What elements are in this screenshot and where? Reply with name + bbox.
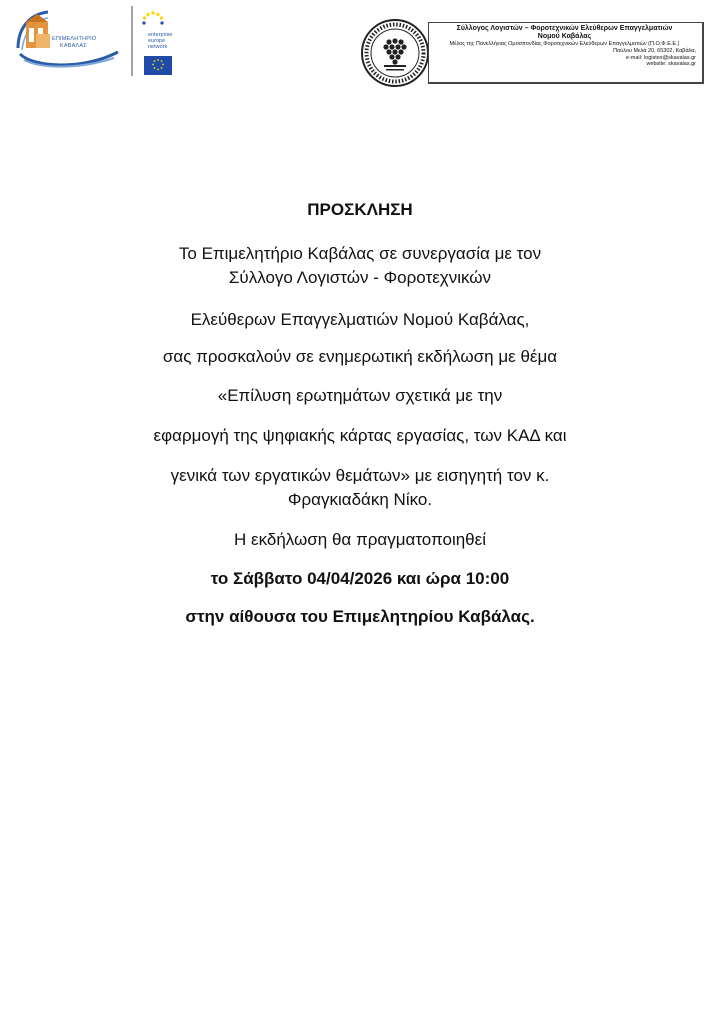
- association-member-line: Μέλος της Πανελλήνιας Ομοσπονδίας Φοροτεχνικών Ελεύθερων Επαγγελματιών (Π.Ο.Φ.Ε.Ε.): [449, 41, 680, 47]
- een-line2: europe: [148, 38, 166, 44]
- body-line-1: Το Επιμελητήριο Καβάλας σε συνεργασία με τον: [178, 244, 542, 263]
- body-line-3: Ελεύθερων Επαγγελματιών Νομού Καβάλας,: [190, 310, 530, 329]
- een-line1: enterprise: [148, 32, 173, 38]
- association-email: e-mail: logistes@skavalas.gr: [625, 54, 696, 61]
- invitation-heading: ΠΡΟΣΚΛΗΣΗ: [307, 200, 413, 219]
- event-date-line: το Σάββατο 04/04/2026 και ώρα 10:00: [210, 569, 510, 588]
- association-subtitle: Νομού Καβάλας: [537, 33, 592, 40]
- body-line-6: εφαρμογή της ψηφιακής κάρτας εργασίας, των ΚΑΔ και: [153, 426, 567, 445]
- association-title: Σύλλογος Λογιστών – Φοροτεχνικών Ελεύθερων Επαγγελματιών: [456, 25, 673, 32]
- body-line-4: σας προσκαλούν σε ενημερωτική εκδήλωση με θέμα: [162, 347, 558, 366]
- invitation-body: [80, 0, 640, 1017]
- body-line-5: «Επίλυση ερωτημάτων σχετικά με την: [217, 386, 503, 405]
- event-venue-line: στην αίθουσα του Επιμελητηρίου Καβάλας.: [185, 607, 535, 626]
- association-address: Παύλου Μελά 20, 65302, Καβάλα,: [613, 48, 696, 54]
- association-website: website: skavalas.gr: [646, 61, 696, 68]
- body-line-7: γενικά των εργατικών θεμάτων» με εισηγητή τον κ.: [170, 466, 550, 485]
- chamber-name-line2: ΚΑΒΑΛΑΣ: [60, 42, 87, 49]
- body-line-2: Σύλλογο Λογιστών - Φοροτεχνικών: [228, 268, 492, 287]
- chamber-name-line1: ΕΠΙΜΕΛΗΤΗΡΙΟ: [52, 36, 97, 42]
- een-line3: network: [148, 44, 168, 50]
- body-line-8: Φραγκιαδάκη Νίκο.: [287, 490, 433, 509]
- body-line-9: Η εκδήλωση θα πραγματοποιηθεί: [233, 530, 486, 549]
